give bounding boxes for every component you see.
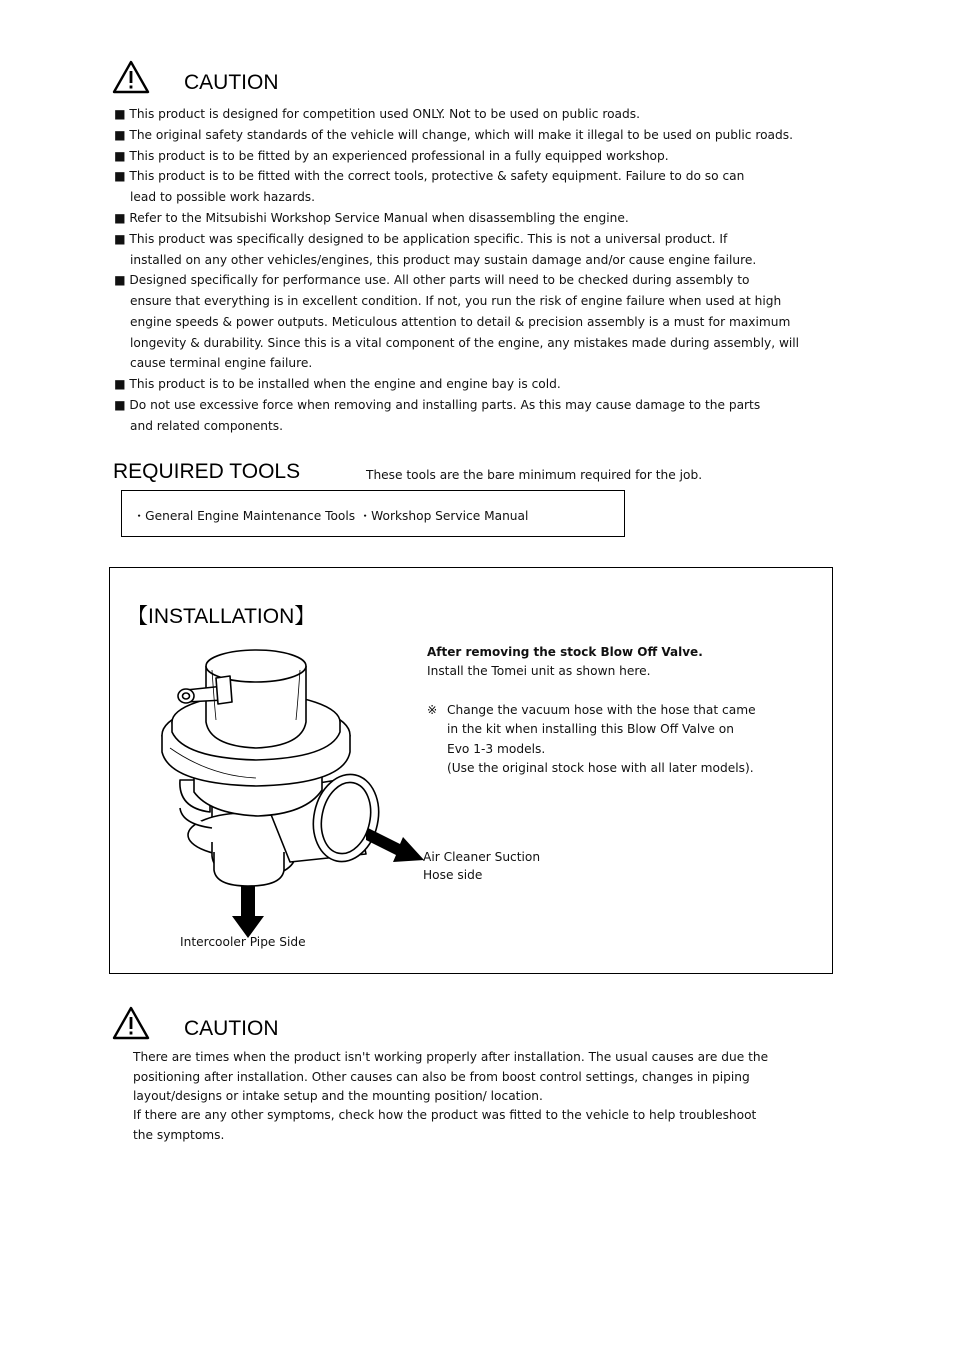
warning-icon <box>112 1006 150 1040</box>
bullet-square: ■ <box>114 107 126 121</box>
air-cleaner-label: Air Cleaner Suction <box>423 850 541 864</box>
bullet-square: ■ <box>114 128 126 142</box>
list-item-continued: ensure that everything is in excellent condition. If not, you run the risk of engine failure when used at high <box>130 294 782 308</box>
installation-line: Install the Tomei unit as shown here. <box>427 664 651 678</box>
required-tools-title: REQUIRED TOOLS <box>113 460 301 483</box>
list-item: ■ This product was specifically designed to be application specific. This is not a universal product. If <box>114 232 728 246</box>
warning-icon <box>112 60 150 94</box>
caution-paragraph-line: positioning after installation. Other causes can also be from boost control settings, changes in piping <box>133 1070 750 1084</box>
caution-title: CAUTION <box>184 1017 279 1040</box>
bullet-square: ■ <box>114 398 126 412</box>
caution-paragraph-line: the symptoms. <box>133 1128 225 1142</box>
list-item-continued: lead to possible work hazards. <box>130 190 316 204</box>
required-tools-note: These tools are the bare minimum required for the job. <box>366 468 703 482</box>
list-item-continued: installed on any other vehicles/engines, this product may sustain damage and/or cause engine failure. <box>130 253 757 267</box>
bullet-square: ■ <box>114 232 126 246</box>
arrow-right-down <box>366 818 428 866</box>
note-mark: ※ <box>427 703 438 717</box>
note-line: Change the vacuum hose with the hose that came <box>447 703 756 717</box>
list-item: ■ The original safety standards of the vehicle will change, which will make it illegal to be used on public roads. <box>114 128 793 142</box>
caution-paragraph-line: There are times when the product isn't working properly after installation. The usual causes are due the <box>133 1050 769 1064</box>
bullet-square: ■ <box>114 149 126 163</box>
installation-title: 【INSTALLATION】 <box>127 605 316 628</box>
caution-paragraph-line: If there are any other symptoms, check how the product was fitted to the vehicle to help troubleshoot <box>133 1108 757 1122</box>
caution-title: CAUTION <box>184 71 279 94</box>
list-item: ■ Do not use excessive force when removing and installing parts. As this may cause damage to the parts <box>114 398 761 412</box>
bullet-square: ■ <box>114 169 126 183</box>
list-item: ■ This product is to be fitted with the correct tools, protective & safety equipment. Failure to do so can <box>114 169 745 183</box>
list-item: ■ This product is to be installed when the engine and engine bay is cold. <box>114 377 561 391</box>
note-line: (Use the original stock hose with all later models). <box>447 761 754 775</box>
note-line: in the kit when installing this Blow Off Valve on <box>447 722 734 736</box>
air-cleaner-label: Hose side <box>423 868 483 882</box>
blow-off-valve-illustration <box>150 640 440 940</box>
note-line: Evo 1-3 models. <box>447 742 546 756</box>
list-item: ■ Refer to the Mitsubishi Workshop Service Manual when disassembling the engine. <box>114 211 629 225</box>
bullet-square: ■ <box>114 273 126 287</box>
list-item: ■ This product is designed for competition used ONLY. Not to be used on public roads. <box>114 107 640 121</box>
tools-list: ・General Engine Maintenance Tools ・Workshop Service Manual <box>133 509 529 523</box>
caution-paragraph-line: layout/designs or intake setup and the mounting position/ location. <box>133 1089 543 1103</box>
list-item: ■ Designed specifically for performance use. All other parts will need to be checked during assembly to <box>114 273 750 287</box>
list-item: ■ This product is to be fitted by an experienced professional in a fully equipped workshop. <box>114 149 669 163</box>
installation-heading: After removing the stock Blow Off Valve. <box>427 645 703 659</box>
bullet-square: ■ <box>114 377 126 391</box>
list-item-continued: cause terminal engine failure. <box>130 356 313 370</box>
list-item-continued: engine speeds & power outputs. Meticulous attention to detail & precision assembly is a must for maximum <box>130 315 791 329</box>
list-item-continued: longevity & durability. Since this is a vital component of the engine, any mistakes made during assembly, will <box>130 336 800 350</box>
bullet-square: ■ <box>114 211 126 225</box>
list-item-continued: and related components. <box>130 419 283 433</box>
intercooler-label: Intercooler Pipe Side <box>180 935 306 949</box>
arrow-down <box>230 884 266 940</box>
